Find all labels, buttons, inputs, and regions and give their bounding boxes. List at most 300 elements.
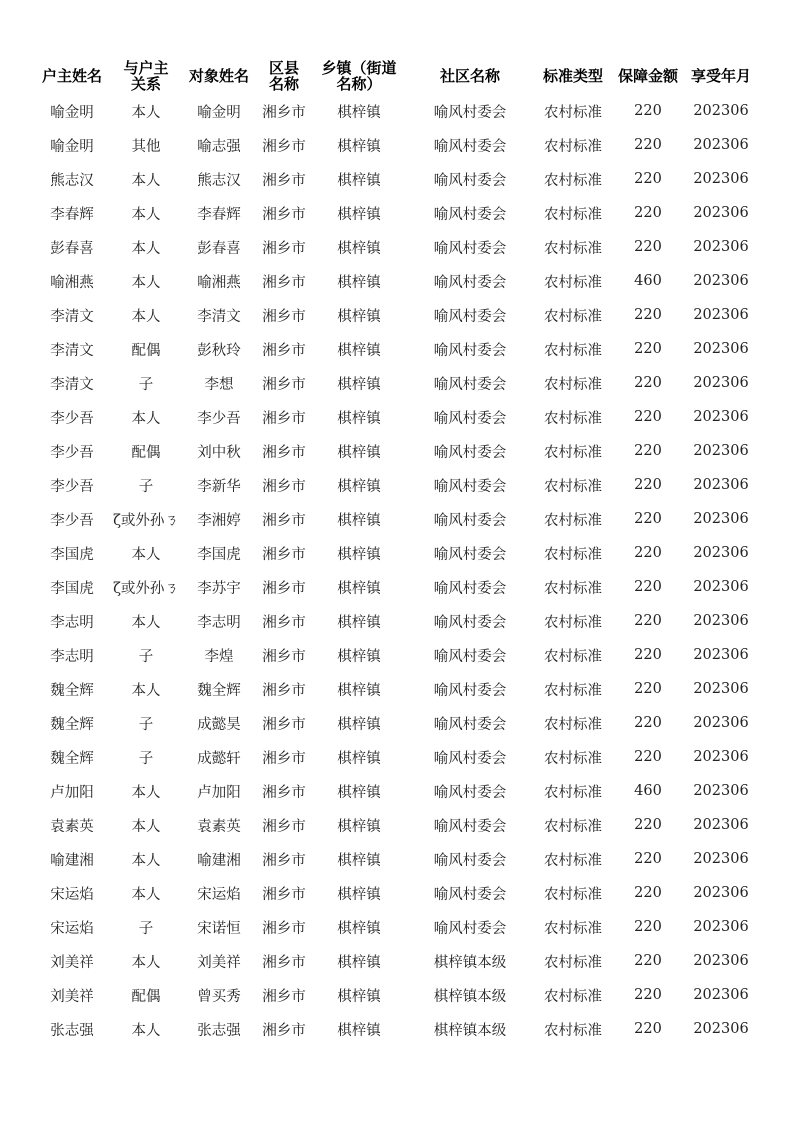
cell-county: 湘乡市: [262, 410, 306, 427]
cell-month: 202306: [693, 171, 749, 187]
cell-amount: 220: [634, 919, 662, 935]
cell-county: 湘乡市: [262, 138, 306, 155]
cell-community: 喻风村委会: [433, 750, 507, 767]
cell-household-head: 李志明: [50, 648, 94, 665]
cell-amount: 220: [634, 171, 662, 187]
cell-community: 喻风村委会: [433, 512, 507, 529]
table-row: [31, 230, 761, 264]
cell-community: 喻风村委会: [433, 614, 507, 631]
cell-community: 喻风村委会: [433, 648, 507, 665]
cell-month: 202306: [693, 987, 749, 1003]
cell-town: 棋梓镇: [337, 954, 381, 971]
cell-amount: 220: [634, 545, 662, 561]
cell-town: 棋梓镇: [337, 988, 381, 1005]
cell-community: 喻风村委会: [433, 580, 507, 597]
cell-county: 湘乡市: [262, 920, 306, 937]
cell-standard-type: 农村标准: [544, 274, 602, 291]
cell-month: 202306: [693, 885, 749, 901]
cell-standard-type: 农村标准: [544, 104, 602, 121]
cell-amount: 220: [634, 953, 662, 969]
cell-community: 喻风村委会: [433, 274, 507, 291]
cell-community: 喻风村委会: [433, 546, 507, 563]
cell-county: 湘乡市: [262, 988, 306, 1005]
cell-county: 湘乡市: [262, 886, 306, 903]
cell-relation: 本人: [131, 172, 161, 189]
cell-month: 202306: [693, 647, 749, 663]
cell-relation: 本人: [131, 682, 161, 699]
cell-town: 棋梓镇: [337, 1022, 381, 1039]
table-row: [31, 638, 761, 672]
cell-community: 喻风村委会: [433, 376, 507, 393]
cell-town: 棋梓镇: [337, 376, 381, 393]
cell-month: 202306: [693, 953, 749, 969]
cell-community: 喻风村委会: [433, 784, 507, 801]
header-household-head-line: 户主姓名: [41, 67, 102, 85]
cell-amount: 220: [634, 477, 662, 493]
table-row: [31, 502, 761, 536]
cell-household-head: 彭春喜: [50, 240, 94, 257]
table-row: [31, 1012, 761, 1046]
cell-recipient-name: 刘美祥: [197, 954, 241, 971]
cell-month: 202306: [693, 681, 749, 697]
cell-relation: 子: [138, 716, 154, 733]
table-row: [31, 468, 761, 502]
cell-standard-type: 农村标准: [544, 716, 602, 733]
cell-amount: 220: [634, 885, 662, 901]
cell-county: 湘乡市: [262, 682, 306, 699]
table-row: [31, 400, 761, 434]
table-row: [31, 264, 761, 298]
cell-relation: 本人: [131, 274, 161, 291]
table-row: [31, 570, 761, 604]
cell-recipient-name: 彭秋玲: [197, 342, 241, 359]
cell-amount: 220: [634, 749, 662, 765]
header-community-line: 社区名称: [439, 67, 500, 85]
cell-recipient-name: 成懿昊: [197, 716, 241, 733]
cell-county: 湘乡市: [262, 104, 306, 121]
cell-town: 棋梓镇: [337, 478, 381, 495]
cell-relation: 本人: [131, 954, 161, 971]
cell-household-head: 魏全辉: [50, 716, 94, 733]
cell-relation: 本人: [131, 614, 161, 631]
cell-community: 喻风村委会: [433, 104, 507, 121]
cell-household-head: 刘美祥: [50, 988, 94, 1005]
cell-amount: 220: [634, 307, 662, 323]
cell-county: 湘乡市: [262, 716, 306, 733]
cell-recipient-name: 李志明: [197, 614, 241, 631]
cell-community: 喻风村委会: [433, 716, 507, 733]
cell-standard-type: 农村标准: [544, 410, 602, 427]
cell-relation: 本人: [131, 240, 161, 257]
cell-household-head: 李志明: [50, 614, 94, 631]
cell-relation: 本人: [131, 818, 161, 835]
header-county-line: 名称: [268, 75, 299, 93]
cell-county: 湘乡市: [262, 444, 306, 461]
cell-standard-type: 农村标准: [544, 614, 602, 631]
cell-community: 棋梓镇本级: [433, 954, 507, 971]
cell-standard-type: 农村标准: [544, 512, 602, 529]
cell-county: 湘乡市: [262, 614, 306, 631]
cell-county: 湘乡市: [262, 546, 306, 563]
cell-relation: 子: [138, 750, 154, 767]
cell-relation: 子: [138, 648, 154, 665]
table-row: [31, 196, 761, 230]
cell-amount: 460: [634, 273, 662, 289]
cell-month: 202306: [693, 1021, 749, 1037]
cell-recipient-name: 李春辉: [197, 206, 241, 223]
cell-community: 棋梓镇本级: [433, 988, 507, 1005]
cell-recipient-name: 喻建湘: [197, 852, 241, 869]
table-row: [31, 672, 761, 706]
cell-recipient-name: 宋诺恒: [197, 920, 241, 937]
cell-community: 喻风村委会: [433, 206, 507, 223]
cell-relation: 子: [138, 478, 154, 495]
cell-month: 202306: [693, 851, 749, 867]
cell-county: 湘乡市: [262, 172, 306, 189]
cell-amount: 220: [634, 375, 662, 391]
cell-amount: 220: [634, 137, 662, 153]
cell-relation: ζ或外孙ㄋ: [113, 512, 179, 529]
cell-town: 棋梓镇: [337, 852, 381, 869]
cell-amount: 220: [634, 341, 662, 357]
table-row: [31, 434, 761, 468]
cell-community: 喻风村委会: [433, 410, 507, 427]
cell-household-head: 李国虎: [50, 580, 94, 597]
cell-relation: ζ或外孙ㄋ: [113, 580, 179, 597]
cell-town: 棋梓镇: [337, 886, 381, 903]
cell-month: 202306: [693, 137, 749, 153]
cell-standard-type: 农村标准: [544, 478, 602, 495]
cell-community: 喻风村委会: [433, 818, 507, 835]
cell-relation: 本人: [131, 308, 161, 325]
header-relation-line: 与户主: [123, 59, 169, 77]
table-row: [31, 706, 761, 740]
table-row: [31, 876, 761, 910]
cell-town: 棋梓镇: [337, 104, 381, 121]
cell-month: 202306: [693, 579, 749, 595]
header-month-line: 享受年月: [690, 67, 751, 85]
cell-standard-type: 农村标准: [544, 172, 602, 189]
cell-month: 202306: [693, 715, 749, 731]
table-row: [31, 128, 761, 162]
cell-amount: 220: [634, 613, 662, 629]
cell-standard-type: 农村标准: [544, 784, 602, 801]
cell-relation: 本人: [131, 852, 161, 869]
cell-month: 202306: [693, 749, 749, 765]
cell-town: 棋梓镇: [337, 206, 381, 223]
cell-recipient-name: 宋运焰: [197, 886, 241, 903]
cell-recipient-name: 李湘婷: [197, 512, 241, 529]
cell-recipient-name: 李国虎: [197, 546, 241, 563]
cell-month: 202306: [693, 783, 749, 799]
table-row: [31, 366, 761, 400]
table-body: [31, 94, 761, 1046]
cell-town: 棋梓镇: [337, 648, 381, 665]
cell-household-head: 李少吾: [50, 444, 94, 461]
cell-standard-type: 农村标准: [544, 852, 602, 869]
cell-relation: 本人: [131, 784, 161, 801]
cell-town: 棋梓镇: [337, 172, 381, 189]
cell-household-head: 魏全辉: [50, 682, 94, 699]
cell-recipient-name: 刘中秋: [197, 444, 241, 461]
cell-standard-type: 农村标准: [544, 240, 602, 257]
header-row: [31, 58, 761, 94]
cell-town: 棋梓镇: [337, 240, 381, 257]
table-row: [31, 162, 761, 196]
cell-community: 喻风村委会: [433, 886, 507, 903]
header-recipient-name: [179, 58, 259, 94]
cell-county: 湘乡市: [262, 852, 306, 869]
cell-month: 202306: [693, 103, 749, 119]
cell-household-head: 喻建湘: [50, 852, 94, 869]
cell-household-head: 卢加阳: [50, 784, 94, 801]
cell-standard-type: 农村标准: [544, 886, 602, 903]
cell-amount: 220: [634, 511, 662, 527]
cell-month: 202306: [693, 273, 749, 289]
cell-community: 喻风村委会: [433, 342, 507, 359]
cell-county: 湘乡市: [262, 342, 306, 359]
cell-month: 202306: [693, 545, 749, 561]
cell-town: 棋梓镇: [337, 750, 381, 767]
cell-month: 202306: [693, 375, 749, 391]
cell-recipient-name: 曾买秀: [197, 988, 241, 1005]
cell-recipient-name: 袁素英: [197, 818, 241, 835]
cell-recipient-name: 魏全辉: [197, 682, 241, 699]
table-row: [31, 808, 761, 842]
cell-town: 棋梓镇: [337, 138, 381, 155]
cell-relation: 本人: [131, 410, 161, 427]
header-town: [309, 58, 409, 94]
cell-community: 棋梓镇本级: [433, 1022, 507, 1039]
cell-community: 喻风村委会: [433, 920, 507, 937]
cell-amount: 220: [634, 851, 662, 867]
header-amount-line: 保障金额: [617, 67, 678, 85]
cell-recipient-name: 熊志汉: [197, 172, 241, 189]
table-row: [31, 536, 761, 570]
cell-month: 202306: [693, 613, 749, 629]
cell-town: 棋梓镇: [337, 784, 381, 801]
cell-relation: 配偶: [131, 342, 161, 359]
cell-community: 喻风村委会: [433, 444, 507, 461]
header-household-head: [31, 58, 113, 94]
cell-amount: 220: [634, 647, 662, 663]
header-recipient-name-line: 对象姓名: [188, 67, 249, 85]
cell-household-head: 李清文: [50, 376, 94, 393]
cell-amount: 220: [634, 715, 662, 731]
cell-relation: 本人: [131, 1022, 161, 1039]
table-row: [31, 332, 761, 366]
header-relation-line: 关系: [130, 75, 161, 93]
cell-household-head: 袁素英: [50, 818, 94, 835]
cell-county: 湘乡市: [262, 1022, 306, 1039]
cell-amount: 220: [634, 1021, 662, 1037]
cell-standard-type: 农村标准: [544, 648, 602, 665]
table-row: [31, 978, 761, 1012]
cell-recipient-name: 喻湘燕: [197, 274, 241, 291]
cell-recipient-name: 李少吾: [197, 410, 241, 427]
header-standard-type: [531, 58, 615, 94]
cell-recipient-name: 李清文: [197, 308, 241, 325]
cell-amount: 220: [634, 443, 662, 459]
cell-month: 202306: [693, 205, 749, 221]
cell-relation: 子: [138, 920, 154, 937]
header-town-line: 乡镇（街道: [321, 59, 397, 77]
cell-community: 喻风村委会: [433, 172, 507, 189]
cell-standard-type: 农村标准: [544, 308, 602, 325]
cell-month: 202306: [693, 341, 749, 357]
cell-county: 湘乡市: [262, 750, 306, 767]
cell-household-head: 李少吾: [50, 478, 94, 495]
cell-recipient-name: 李新华: [197, 478, 241, 495]
cell-recipient-name: 李想: [204, 376, 234, 393]
cell-relation: 配偶: [131, 988, 161, 1005]
cell-town: 棋梓镇: [337, 410, 381, 427]
cell-standard-type: 农村标准: [544, 444, 602, 461]
cell-standard-type: 农村标准: [544, 682, 602, 699]
cell-county: 湘乡市: [262, 648, 306, 665]
cell-amount: 220: [634, 579, 662, 595]
cell-standard-type: 农村标准: [544, 580, 602, 597]
header-month: [681, 58, 761, 94]
cell-relation: 本人: [131, 546, 161, 563]
table-row: [31, 774, 761, 808]
cell-month: 202306: [693, 919, 749, 935]
cell-household-head: 李清文: [50, 342, 94, 359]
cell-town: 棋梓镇: [337, 512, 381, 529]
header-community: [409, 58, 531, 94]
cell-relation: 其他: [131, 138, 161, 155]
cell-town: 棋梓镇: [337, 580, 381, 597]
cell-town: 棋梓镇: [337, 920, 381, 937]
cell-town: 棋梓镇: [337, 342, 381, 359]
beneficiary-table: [31, 58, 761, 1046]
cell-standard-type: 农村标准: [544, 954, 602, 971]
cell-amount: 220: [634, 817, 662, 833]
table-row: [31, 604, 761, 638]
cell-amount: 220: [634, 205, 662, 221]
cell-county: 湘乡市: [262, 580, 306, 597]
cell-household-head: 熊志汉: [50, 172, 94, 189]
cell-household-head: 魏全辉: [50, 750, 94, 767]
table-row: [31, 298, 761, 332]
table-row: [31, 910, 761, 944]
cell-household-head: 张志强: [50, 1022, 94, 1039]
cell-standard-type: 农村标准: [544, 546, 602, 563]
cell-county: 湘乡市: [262, 784, 306, 801]
cell-month: 202306: [693, 477, 749, 493]
cell-town: 棋梓镇: [337, 546, 381, 563]
cell-amount: 460: [634, 783, 662, 799]
cell-month: 202306: [693, 239, 749, 255]
cell-household-head: 宋运焰: [50, 886, 94, 903]
cell-recipient-name: 李煌: [204, 648, 234, 665]
cell-household-head: 李春辉: [50, 206, 94, 223]
cell-amount: 220: [634, 409, 662, 425]
cell-standard-type: 农村标准: [544, 138, 602, 155]
cell-amount: 220: [634, 681, 662, 697]
header-amount: [615, 58, 681, 94]
cell-town: 棋梓镇: [337, 614, 381, 631]
cell-standard-type: 农村标准: [544, 206, 602, 223]
cell-town: 棋梓镇: [337, 444, 381, 461]
cell-household-head: 喻湘燕: [50, 274, 94, 291]
cell-standard-type: 农村标准: [544, 818, 602, 835]
cell-community: 喻风村委会: [433, 308, 507, 325]
cell-standard-type: 农村标准: [544, 342, 602, 359]
table-row: [31, 944, 761, 978]
cell-county: 湘乡市: [262, 818, 306, 835]
cell-household-head: 刘美祥: [50, 954, 94, 971]
cell-household-head: 李少吾: [50, 512, 94, 529]
cell-relation: 本人: [131, 886, 161, 903]
cell-recipient-name: 张志强: [197, 1022, 241, 1039]
cell-county: 湘乡市: [262, 206, 306, 223]
cell-relation: 子: [138, 376, 154, 393]
cell-month: 202306: [693, 307, 749, 323]
cell-town: 棋梓镇: [337, 716, 381, 733]
cell-standard-type: 农村标准: [544, 750, 602, 767]
cell-relation: 本人: [131, 206, 161, 223]
cell-household-head: 李国虎: [50, 546, 94, 563]
header-county: [259, 58, 309, 94]
cell-month: 202306: [693, 511, 749, 527]
cell-community: 喻风村委会: [433, 852, 507, 869]
cell-town: 棋梓镇: [337, 308, 381, 325]
cell-month: 202306: [693, 443, 749, 459]
cell-standard-type: 农村标准: [544, 988, 602, 1005]
cell-community: 喻风村委会: [433, 682, 507, 699]
cell-community: 喻风村委会: [433, 478, 507, 495]
cell-amount: 220: [634, 987, 662, 1003]
cell-standard-type: 农村标准: [544, 920, 602, 937]
cell-standard-type: 农村标准: [544, 376, 602, 393]
cell-county: 湘乡市: [262, 954, 306, 971]
cell-recipient-name: 李苏宇: [197, 580, 241, 597]
cell-household-head: 喻金明: [50, 104, 94, 121]
cell-recipient-name: 喻志强: [197, 138, 241, 155]
cell-recipient-name: 卢加阳: [197, 784, 241, 801]
header-town-line: 名称）: [336, 75, 382, 93]
cell-month: 202306: [693, 409, 749, 425]
cell-county: 湘乡市: [262, 240, 306, 257]
cell-relation: 本人: [131, 104, 161, 121]
cell-household-head: 喻金明: [50, 138, 94, 155]
cell-county: 湘乡市: [262, 376, 306, 393]
cell-town: 棋梓镇: [337, 274, 381, 291]
cell-town: 棋梓镇: [337, 682, 381, 699]
cell-county: 湘乡市: [262, 274, 306, 291]
cell-town: 棋梓镇: [337, 818, 381, 835]
cell-county: 湘乡市: [262, 308, 306, 325]
cell-standard-type: 农村标准: [544, 1022, 602, 1039]
table-row: [31, 842, 761, 876]
table-row: [31, 94, 761, 128]
cell-community: 喻风村委会: [433, 240, 507, 257]
cell-amount: 220: [634, 239, 662, 255]
cell-recipient-name: 彭春喜: [197, 240, 241, 257]
table-row: [31, 740, 761, 774]
cell-community: 喻风村委会: [433, 138, 507, 155]
header-standard-type-line: 标准类型: [542, 67, 603, 85]
cell-relation: 配偶: [131, 444, 161, 461]
table-header: [31, 58, 761, 94]
header-relation: [113, 58, 179, 94]
cell-county: 湘乡市: [262, 478, 306, 495]
cell-recipient-name: 喻金明: [197, 104, 241, 121]
header-county-line: 区县: [268, 59, 299, 77]
cell-household-head: 宋运焰: [50, 920, 94, 937]
cell-recipient-name: 成懿轩: [197, 750, 241, 767]
